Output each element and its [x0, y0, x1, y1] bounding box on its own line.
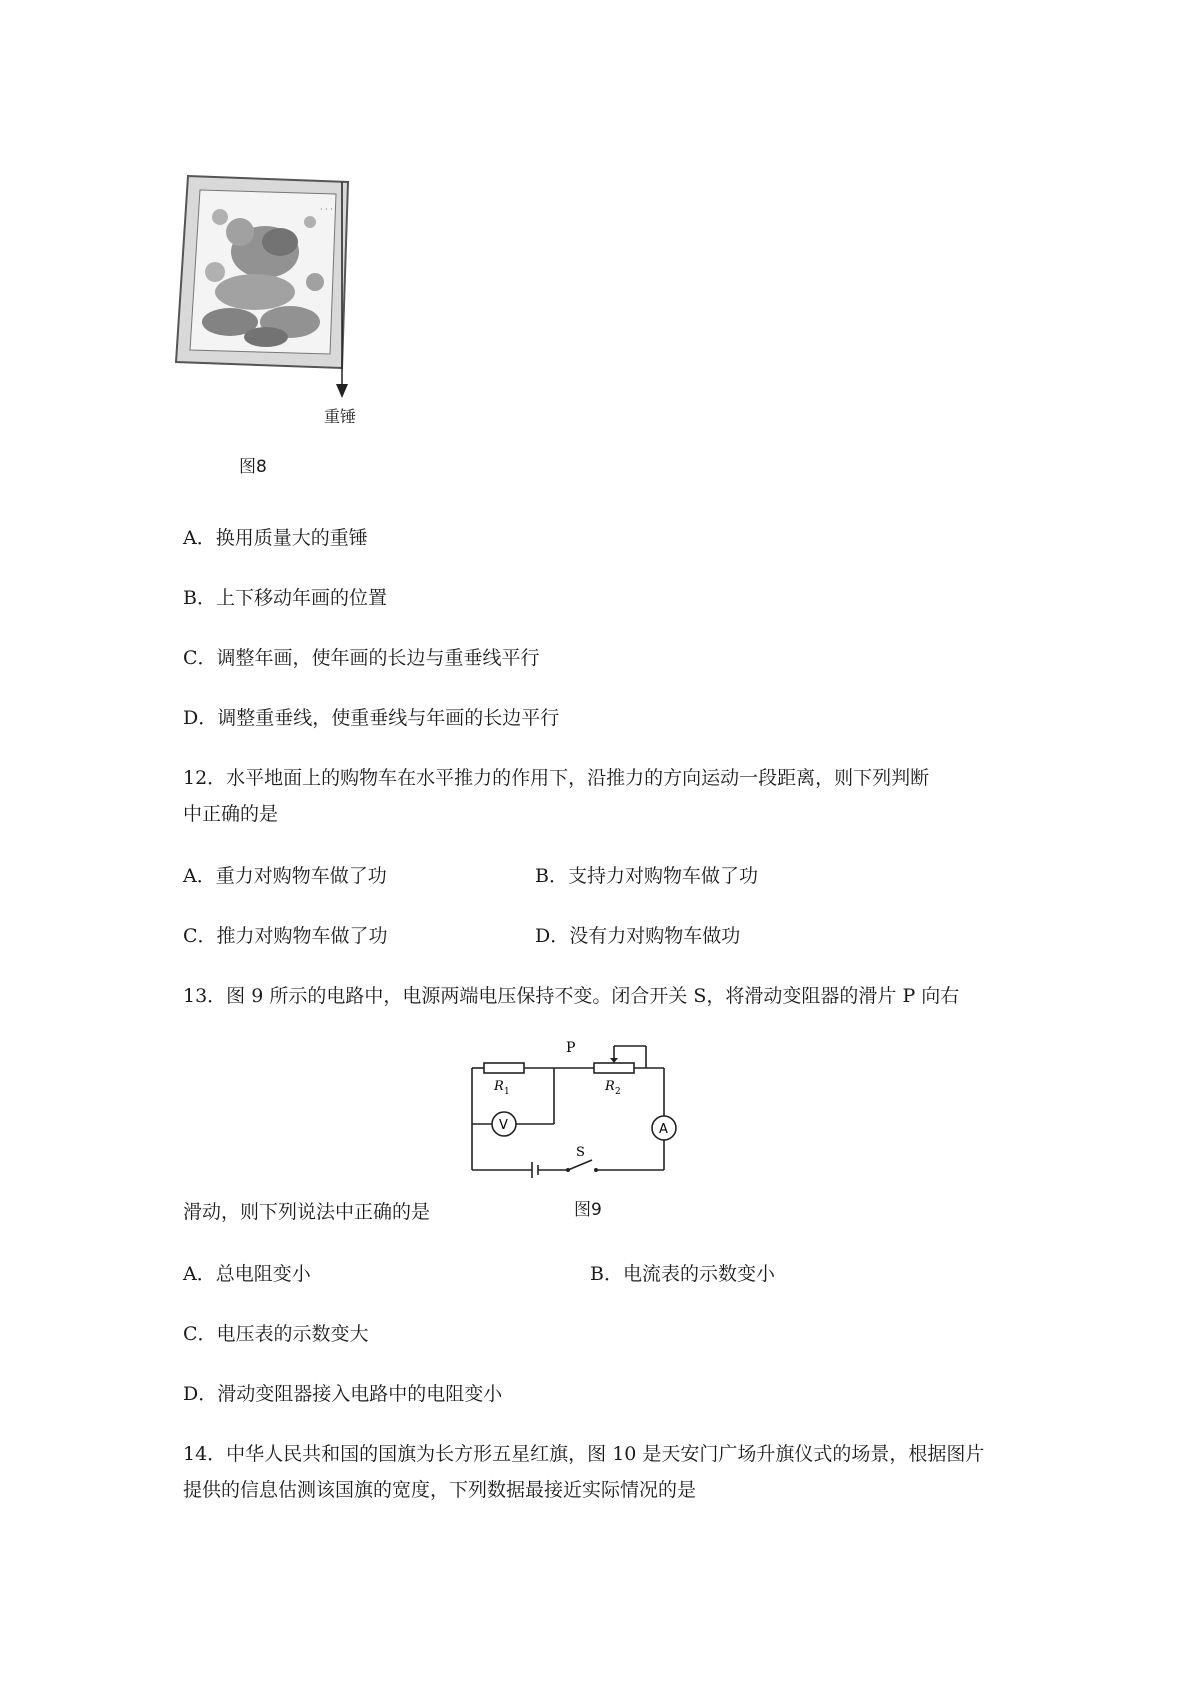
- label-r2-sub: 2: [615, 1087, 621, 1097]
- figure-8-caption: 图8: [239, 457, 267, 477]
- label-p: P: [566, 1040, 576, 1056]
- q13-option-b: B．电流表的示数变小: [590, 1263, 775, 1285]
- q12-option-a: A．重力对购物车做了功: [183, 865, 387, 887]
- figure-8-painting: [170, 172, 370, 432]
- figure-9-caption: 图9: [574, 1200, 602, 1220]
- label-r2: R: [605, 1079, 615, 1094]
- label-v: V: [499, 1118, 508, 1133]
- q13-stem-line2: 滑动，则下列说法中正确的是: [183, 1201, 431, 1223]
- label-a: A: [659, 1122, 668, 1137]
- label-r1-sub: 1: [504, 1087, 510, 1097]
- q11-option-b: B．上下移动年画的位置: [183, 587, 387, 609]
- q12-stem-line2: 中正确的是: [183, 803, 279, 825]
- q11-option-d: D．调整重垂线，使重垂线与年画的长边平行: [183, 707, 560, 729]
- q11-option-c: C．调整年画，使年画的长边与重垂线平行: [183, 647, 540, 669]
- figure-9-circuit: [464, 1038, 684, 1178]
- q13-option-c: C．电压表的示数变大: [183, 1323, 369, 1345]
- q11-option-a: A．换用质量大的重锤: [183, 527, 368, 549]
- q12-option-c: C．推力对购物车做了功: [183, 925, 388, 947]
- q14-stem-line1: 14．中华人民共和国的国旗为长方形五星红旗，图 10 是天安门广场升旗仪式的场景，根据图片: [183, 1443, 985, 1465]
- q12-stem-line1: 12．水平地面上的购物车在水平推力的作用下，沿推力的方向运动一段距离，则下列判断: [183, 767, 930, 789]
- q13-stem-line1: 13．图 9 所示的电路中，电源两端电压保持不变。闭合开关 S，将滑动变阻器的滑片 P 向右: [183, 985, 960, 1007]
- weight-label: 重锤: [324, 407, 357, 426]
- q13-option-d: D．滑动变阻器接入电路中的电阻变小: [183, 1383, 503, 1405]
- q12-option-d: D．没有力对购物车做功: [535, 925, 741, 947]
- q13-option-a: A．总电阻变小: [183, 1263, 311, 1285]
- q14-stem-line2: 提供的信息估测该国旗的宽度，下列数据最接近实际情况的是: [183, 1479, 697, 1501]
- q12-option-b: B．支持力对购物车做了功: [535, 865, 758, 887]
- label-r1: R: [494, 1079, 504, 1094]
- svg-text:· · ·: · · ·: [320, 205, 333, 214]
- label-s: S: [576, 1145, 585, 1160]
